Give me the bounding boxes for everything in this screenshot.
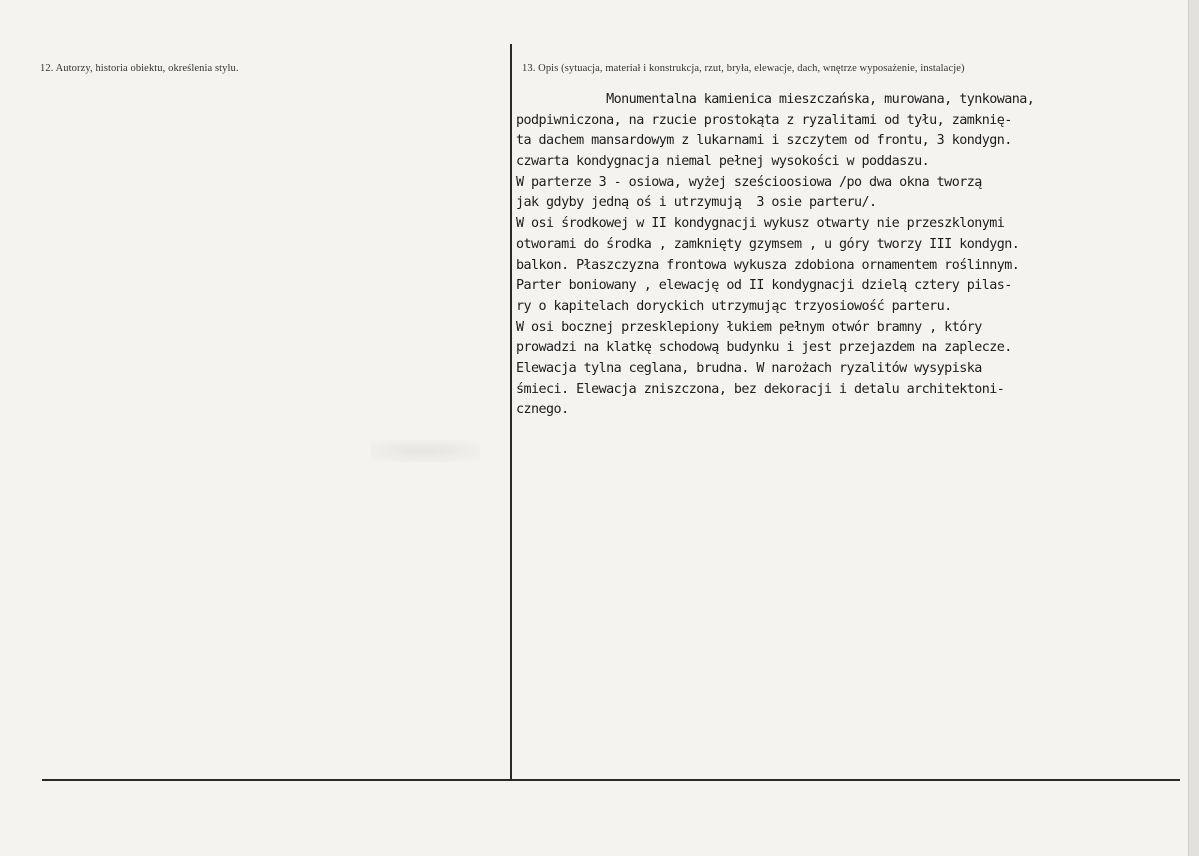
field-12-label: 12. Autorzy, historia obiektu, określenia stylu. [40, 63, 239, 74]
paper-smudge [370, 440, 480, 462]
description-line: ry o kapitelach doryckich utrzymując trzyosiowość parteru. [516, 298, 952, 314]
description-line: W parterze 3 - osiowa, wyżej sześcioosiowa /po dwa okna tworzą [516, 174, 982, 190]
description-line: ta dachem mansardowym z lukarnami i szczytem od frontu, 3 kondygn. [516, 133, 1012, 149]
description-line: śmieci. Elewacja zniszczona, bez dekoracji i detalu architektoni- [516, 381, 1005, 397]
description-line: W osi środkowej w II kondygnacji wykusz otwarty nie przeszklonymi [516, 216, 1005, 232]
description-line: cznego. [516, 402, 569, 418]
field-13-label: 13. Opis (sytuacja, materiał i konstrukcja, rzut, bryła, elewacje, dach, wnętrze wyposażenie, instalacje) [522, 63, 965, 74]
description-line: jak gdyby jedną oś i utrzymują 3 osie parteru/. [516, 195, 877, 211]
description-line: podpiwniczona, na rzucie prostokąta z ryzalitami od tyłu, zamknię- [516, 112, 1012, 128]
description-line: Elewacja tylna ceglana, brudna. W narożach ryzalitów wysypiska [516, 360, 982, 376]
column-divider [510, 44, 512, 780]
description-line: czwarta kondygnacja niemal pełnej wysokości w poddaszu. [516, 154, 930, 170]
description-line: otworami do środka , zamknięty gzymsem , u góry tworzy III kondygn. [516, 236, 1020, 252]
bottom-rule [42, 779, 1180, 781]
description-line: balkon. Płaszczyzna frontowa wykusza zdobiona ornamentem roślinnym. [516, 257, 1020, 273]
field-13-description [516, 90, 1182, 421]
description-line: prowadzi na klatkę schodową budynku i jest przejazdem na zaplecze. [516, 340, 1012, 356]
description-line: Monumentalna kamienica mieszczańska, murowana, tynkowana, [516, 92, 1035, 107]
description-line: Parter boniowany , elewację od II kondygnacji dzielą cztery pilas- [516, 278, 1012, 294]
description-line: W osi bocznej przesklepiony łukiem pełnym otwór bramny , który [516, 319, 982, 335]
page-edge [1188, 0, 1199, 856]
